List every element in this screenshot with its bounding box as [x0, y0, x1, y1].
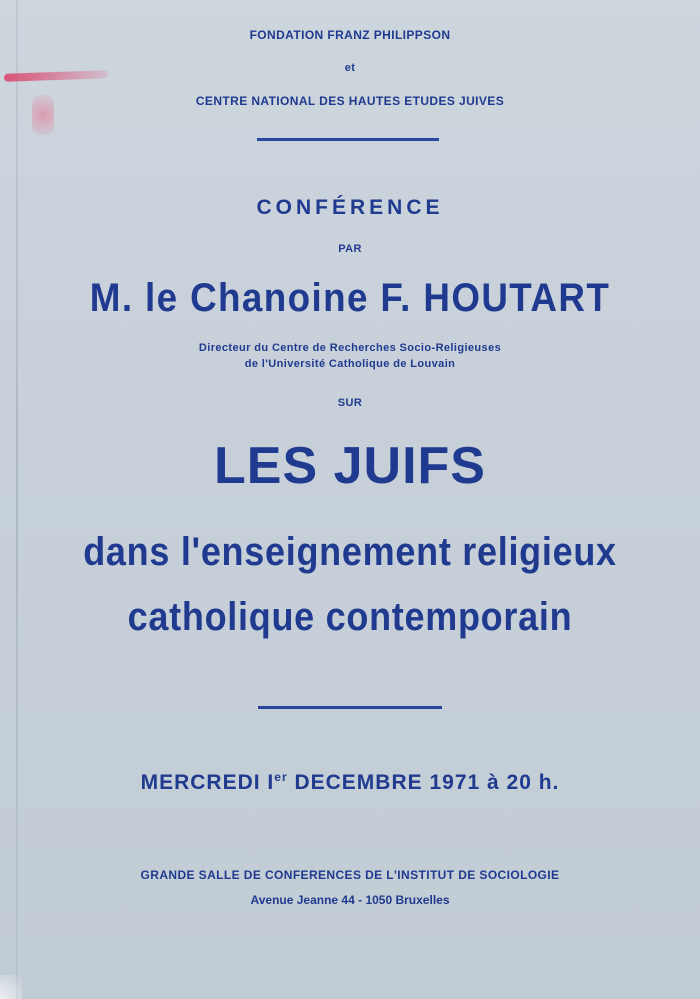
topic-subtitle-line-2: catholique contemporain	[127, 595, 573, 639]
venue-address: Avenue Jeanne 44 - 1050 Bruxelles	[250, 893, 450, 907]
speaker-role-line-1: Directeur du Centre de Recherches Socio-Religieuses	[198, 342, 502, 354]
foundation-name: FONDATION FRANZ PHILIPPSON	[249, 28, 451, 42]
fold-line	[16, 0, 18, 999]
topic-subtitle-line-1: dans l'enseignement religieux	[83, 530, 617, 574]
conference-label: CONFÉRENCE	[256, 196, 444, 219]
event-date	[0, 770, 700, 795]
corner-stain	[0, 975, 22, 999]
sur-label: SUR	[337, 397, 363, 409]
date-ordinal: er	[274, 770, 288, 784]
divider-bottom	[258, 706, 442, 709]
date-suffix: DECEMBRE 1971 à 20 h.	[287, 771, 560, 794]
par-label: PAR	[338, 243, 362, 255]
date-prefix: MERCREDI I	[140, 771, 275, 794]
conjunction-et: et	[344, 62, 356, 74]
centre-name: CENTRE NATIONAL DES HAUTES ETUDES JUIVES	[195, 94, 505, 108]
topic-title: LES JUIFS	[214, 437, 486, 495]
speaker-role-line-2: de l'Université Catholique de Louvain	[244, 358, 456, 370]
venue-hall: GRANDE SALLE DE CONFERENCES DE L'INSTITUT DE SOCIOLOGIE	[140, 868, 560, 882]
speaker-name: M. le Chanoine F. HOUTART	[89, 276, 611, 320]
divider-top	[257, 138, 439, 141]
